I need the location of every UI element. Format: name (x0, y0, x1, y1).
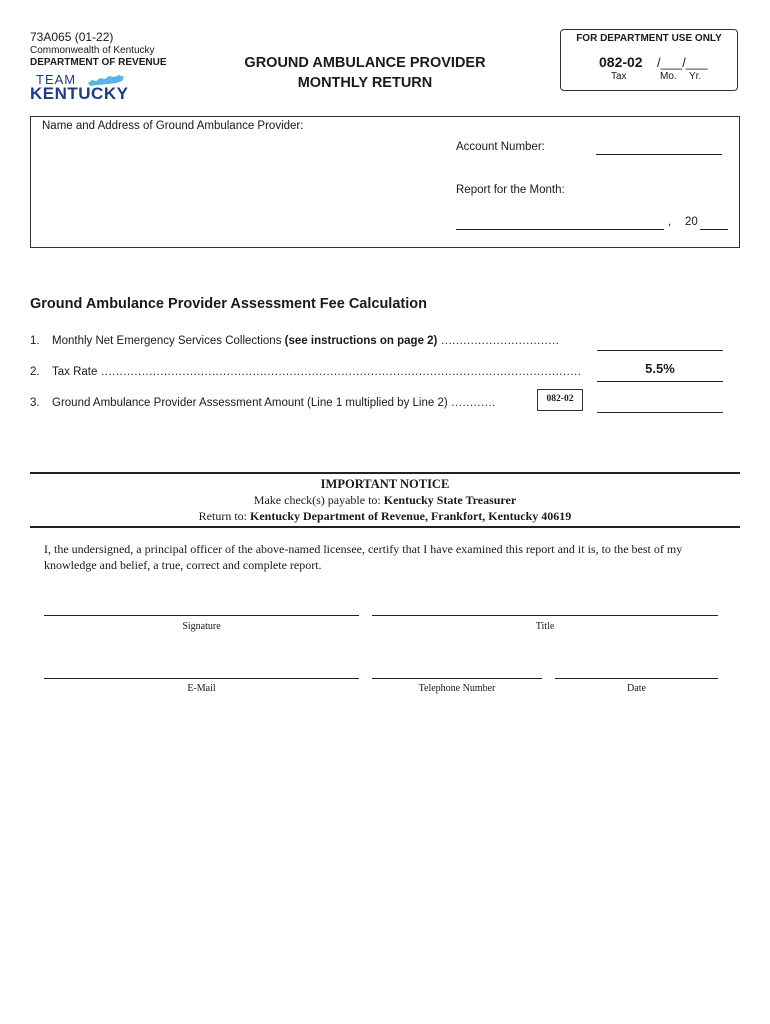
tax-sublabel: Tax (611, 71, 627, 82)
report-year-field[interactable] (700, 222, 728, 230)
payable-prefix: Make check(s) payable to: (253, 493, 384, 507)
department-use-box (560, 29, 738, 91)
telephone-label: Telephone Number (418, 683, 496, 694)
report-month-label: Report for the Month: (456, 184, 565, 196)
line-3-number: 3. (30, 397, 40, 409)
logo-team-text: TEAM (36, 72, 77, 87)
line-3-description (30, 397, 530, 409)
line-2-leader: .................................................................................................................................. (97, 366, 582, 378)
month-sublabel: Mo. (660, 71, 677, 82)
department-use-label: FOR DEPARTMENT USE ONLY (576, 33, 722, 44)
payable-to: Kentucky State Treasurer (383, 493, 517, 507)
logo-kentucky-text: KENTUCKY (30, 84, 129, 103)
department-label: DEPARTMENT OF REVENUE (30, 57, 167, 68)
section-title: Ground Ambulance Provider Assessment Fee Calculation (30, 296, 427, 312)
notice-payable (30, 493, 740, 508)
line-1-description (30, 335, 585, 347)
title-field[interactable] (372, 615, 718, 616)
return-prefix: Return to: (198, 509, 250, 523)
notice-bottom-rule (30, 526, 740, 528)
name-address-label: Name and Address of Ground Ambulance Provider: (42, 120, 304, 132)
tax-rate-value: 5.5% (645, 361, 675, 376)
date-field[interactable] (555, 678, 718, 679)
line-3-leader: ............ (447, 397, 496, 409)
telephone-field[interactable] (372, 678, 542, 679)
team-kentucky-logo (30, 72, 130, 102)
title-label: Title (535, 621, 555, 632)
email-field[interactable] (44, 678, 359, 679)
certification-text: I, the undersigned, a principal officer of the above-named licensee, certify that I have examined this report and it is, to the best of my knowledge and belief, a true, correct and complete report. (44, 542, 683, 572)
notice-title: IMPORTANT NOTICE (320, 477, 450, 491)
year-prefix: 20 (685, 216, 698, 228)
period-blanks: /___/___ (657, 55, 708, 70)
line-2-number: 2. (30, 366, 40, 378)
line-3-text: Ground Ambulance Provider Assessment Amount (Line 1 multiplied by Line 2) (52, 397, 448, 409)
line-1-leader: ................................ (437, 335, 560, 347)
email-label: E-Mail (187, 683, 216, 694)
month-comma: , (668, 216, 672, 228)
form-title-line1: GROUND AMBULANCE PROVIDER (244, 55, 486, 71)
line-1-amount-field[interactable] (597, 336, 723, 351)
line-3-amount-field[interactable] (597, 398, 723, 413)
notice-return (30, 509, 740, 524)
line-2-text: Tax Rate (52, 366, 98, 378)
line-1-bold-text: (see instructions on page 2) (284, 335, 438, 347)
notice-top-rule (30, 472, 740, 474)
line-1-text: Monthly Net Emergency Services Collections (52, 335, 285, 347)
year-sublabel: Yr. (689, 71, 702, 82)
commonwealth-label: Commonwealth of Kentucky (30, 45, 155, 56)
date-label: Date (627, 683, 646, 694)
report-month-field[interactable] (456, 222, 664, 230)
signature-label: Signature (182, 621, 221, 632)
signature-field[interactable] (44, 615, 359, 616)
form-title-line2: MONTHLY RETURN (297, 75, 433, 91)
account-number-field[interactable] (596, 147, 722, 155)
line-3-code-box: 082-02 (537, 389, 583, 411)
line-1-number: 1. (30, 335, 40, 347)
tax-code: 082-02 (599, 54, 643, 70)
return-address: Kentucky Department of Revenue, Frankfort, Kentucky 40619 (250, 509, 572, 523)
line-2-description (30, 366, 585, 378)
form-number: 73A065 (01-22) (30, 30, 114, 44)
account-number-label: Account Number: (456, 141, 545, 153)
